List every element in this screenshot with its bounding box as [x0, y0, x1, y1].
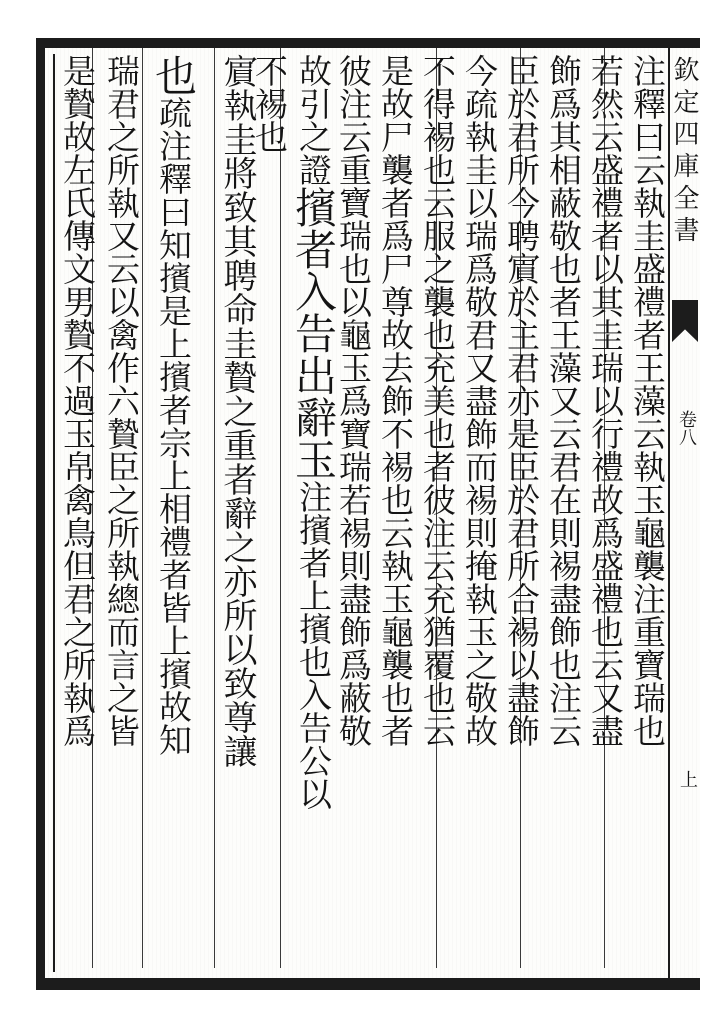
text-column-7: 是故尸襲者爲尸尊故去飾不裼也云執玉龜襲也者	[376, 54, 415, 747]
column-rule	[142, 48, 143, 968]
text-column-4: 臣於君所今聘賔於主君亦是臣於君所合裼以盡飾	[502, 54, 541, 747]
commentary-run: 注擯者上擯也入告公以	[294, 480, 333, 810]
main-text-run: 也	[149, 54, 198, 96]
margin-volume-label: 卷八	[676, 410, 697, 446]
text-column-10: 不裼也	[250, 54, 289, 153]
text-column-3: 飾爲其相蔽敬也者王藻又云君在則裼盡飾也注云	[544, 54, 583, 747]
text-column-1: 注釋曰云執圭盛禮者王藻云執玉龜襲注重寶瑞也	[628, 54, 667, 747]
margin-page-mark: 上	[677, 770, 698, 788]
text-column-14: 是贄故左氏傳文男贄不過玉帛禽鳥但君之所執爲	[58, 54, 97, 747]
margin-book-title: 欽定四庫全書	[669, 56, 699, 248]
main-text-run: 擯者入告出辭玉	[289, 186, 338, 480]
text-column-5: 今疏執圭以瑞爲敬君又盡飾而裼則掩執玉之敬故	[460, 54, 499, 747]
text-column-8: 彼注云重寶瑞也以龜玉爲寶瑞若裼則盡飾爲蔽敬	[334, 54, 373, 747]
quote-note-tail: 證	[294, 153, 333, 186]
quote-note: 故引之	[294, 54, 333, 153]
frame-inner-rule	[53, 54, 55, 972]
text-column-6: 不得裼也云服之襲也充美也者彼注云充猶覆也云	[418, 54, 457, 747]
text-column-12	[149, 54, 198, 966]
text-column-9	[289, 54, 338, 966]
text-column-11: 賔執圭將致其聘命圭贄之重者辭之亦所以致尊讓	[217, 54, 257, 768]
commentary-run: 疏注釋曰知擯是上擯者宗上相禮者皆上擯故知	[154, 96, 193, 756]
text-column-13: 瑞君之所執又云以禽作六贄臣之所執總而言之皆	[102, 54, 141, 747]
text-column-2: 若然云盛禮者以其圭瑞以行禮故爲盛禮也云又盡	[586, 54, 625, 747]
